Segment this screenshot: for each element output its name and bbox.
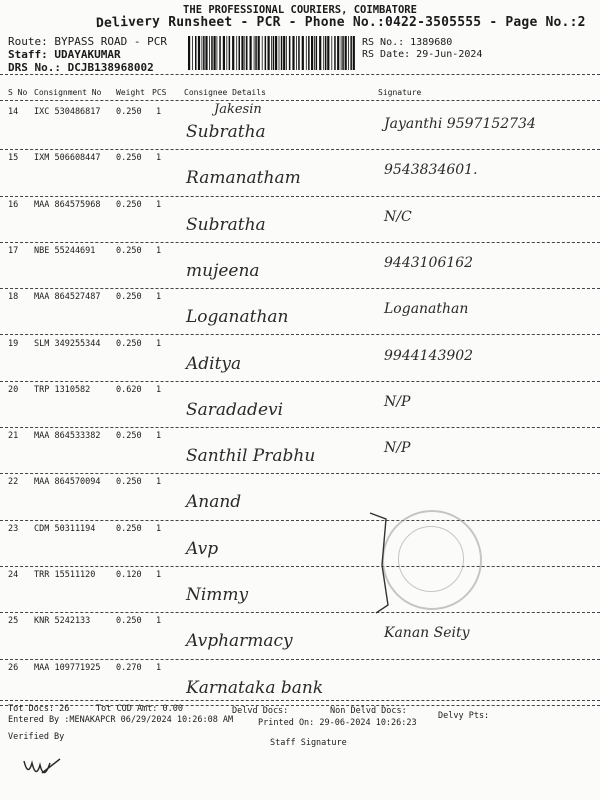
row-sno: 20 [8, 384, 19, 395]
row-sno: 22 [8, 477, 19, 488]
row-divider [0, 705, 600, 706]
row-pcs: 1 [156, 477, 162, 488]
table-row [0, 150, 600, 196]
row-consignee-name: Loganathan [186, 307, 289, 328]
delivery-points: Delvy Pts: [438, 711, 490, 721]
barcode [188, 36, 356, 70]
row-sno: 19 [8, 338, 19, 349]
row-consignee-name: Saradadevi [186, 399, 284, 420]
table-row [0, 104, 600, 150]
row-consignee-name: Santhil Prabhu [186, 446, 316, 467]
row-pcs: 1 [156, 153, 162, 164]
row-weight: 0.250 [116, 477, 142, 488]
row-weight: 0.250 [116, 292, 142, 303]
row-consignment-no: KNR 5242133 [34, 616, 91, 627]
rs-number: RS No.: 1389680 [362, 37, 453, 48]
footer-divider [0, 700, 600, 701]
row-pcs: 1 [156, 292, 162, 303]
column-header-divider [0, 100, 600, 101]
table-row [0, 336, 600, 382]
col-header-weight: Weight [116, 88, 145, 97]
row-consignee-name: Nimmy [186, 585, 249, 605]
title-rest: Runsheet - PCR - Phone No.:0422-3505555 - Page No.:2 [168, 15, 586, 30]
row-pcs: 1 [156, 570, 162, 580]
row-weight: 0.250 [116, 199, 142, 210]
col-header-sno: S No [8, 88, 28, 97]
row-consignee-name: mujeena [186, 260, 260, 281]
row-signature: Kanan Seity [384, 625, 470, 642]
row-signature: Jayanthi 9597152734 [384, 116, 536, 132]
row-weight: 0.250 [116, 431, 142, 442]
table-row [0, 521, 600, 567]
row-consignment-no: TRP 1310582 [34, 384, 91, 395]
drs-number: DRS No.: DCJB138968002 [8, 61, 154, 74]
col-header-signature: Signature [378, 88, 422, 97]
row-weight: 0.120 [116, 570, 142, 580]
table-row [0, 382, 600, 428]
row-consignee-name: Aditya [186, 353, 242, 374]
row-pcs: 1 [156, 199, 162, 210]
rs-date: RS Date: 29-Jun-2024 [362, 49, 483, 60]
signature-bracket [362, 505, 402, 620]
route-label: Route: BYPASS ROAD - PCR [8, 35, 167, 48]
row-consignment-no: IXM 506608447 [34, 153, 101, 164]
row-pcs: 1 [156, 662, 162, 673]
row-consignee-name: Ramanatham [186, 168, 301, 189]
row-weight: 0.620 [116, 384, 142, 395]
company-name: THE PROFESSIONAL COURIERS, COIMBATORE [183, 4, 417, 16]
row-consignment-no: NBE 55244691 [34, 245, 96, 256]
row-sno: 18 [8, 292, 19, 303]
printed-on: Printed On: 29-06-2024 10:26:23 [258, 718, 417, 728]
row-pcs: 1 [156, 338, 162, 349]
row-consignee-name: Avp [186, 538, 219, 559]
row-pcs: 1 [156, 616, 162, 627]
row-consignment-no: TRR 15511120 [34, 570, 96, 580]
row-pcs: 1 [156, 523, 162, 534]
row-consignment-no: MAA 864527487 [34, 292, 101, 303]
col-header-consignee: Consignee Details [184, 88, 266, 97]
row-weight: 0.250 [116, 616, 142, 627]
table-row [0, 243, 600, 289]
row-sno: 14 [8, 107, 19, 117]
verifier-signature-mark [20, 755, 64, 790]
row-consignee-extra: Jakesin [214, 102, 262, 117]
header-divider [0, 74, 600, 75]
entered-by: Entered By :MENAKAPCR 06/29/2024 10:26:08 AM [8, 715, 234, 725]
row-sno: 23 [8, 523, 19, 534]
row-signature: Loganathan [384, 301, 469, 318]
row-consignment-no: MAA 864533382 [34, 431, 101, 442]
row-signature: N/C [384, 208, 412, 225]
row-pcs: 1 [156, 431, 162, 442]
row-consignee-name: Anand [186, 492, 242, 513]
col-header-consignment: Consignment No [34, 88, 102, 97]
total-docs: Tot Docs: 26 [8, 704, 70, 714]
document-title [96, 15, 586, 30]
row-consignee-name: Subratha [186, 214, 266, 235]
row-pcs: 1 [156, 384, 162, 395]
row-sno: 17 [8, 245, 19, 256]
row-signature: N/P [384, 440, 411, 457]
row-sno: 26 [8, 662, 19, 673]
row-pcs: 1 [156, 245, 162, 256]
row-consignee-name: Karnataka bank [186, 677, 324, 698]
row-sno: 16 [8, 199, 19, 210]
row-weight: 0.250 [116, 107, 142, 117]
table-row [0, 428, 600, 474]
table-row [0, 567, 600, 613]
staff-signature-label: Staff Signature [270, 738, 347, 748]
table-row [0, 613, 600, 659]
row-consignee-name: Subratha [186, 122, 266, 142]
row-weight: 0.270 [116, 662, 142, 673]
row-consignee-name: Avpharmacy [186, 631, 293, 652]
verified-by-label: Verified By [8, 732, 65, 742]
staff-label: Staff: UDAYAKUMAR [8, 48, 121, 61]
row-weight: 0.250 [116, 245, 142, 256]
row-consignment-no: SLM 349255344 [34, 338, 101, 349]
row-consignment-no: MAA 864570094 [34, 477, 101, 488]
col-header-pcs: PCS [152, 88, 167, 97]
row-consignment-no: CDM 50311194 [34, 523, 96, 534]
table-row [0, 660, 600, 706]
row-signature: 9443106162 [384, 254, 474, 271]
row-pcs: 1 [156, 107, 162, 117]
row-consignment-no: MAA 109771925 [34, 662, 101, 673]
row-sno: 24 [8, 570, 19, 580]
row-weight: 0.250 [116, 338, 142, 349]
row-signature: 9543834601. [384, 162, 478, 179]
row-consignment-no: MAA 864575968 [34, 199, 101, 210]
table-row [0, 197, 600, 243]
non-delivered-docs: Non Delvd Docs: [330, 706, 407, 716]
row-consignment-no: IXC 530486817 [34, 107, 101, 117]
row-signature: 9944143902 [384, 347, 474, 364]
row-signature: N/P [384, 393, 411, 410]
row-weight: 0.250 [116, 153, 142, 164]
row-sno: 21 [8, 431, 19, 442]
row-weight: 0.250 [116, 523, 142, 534]
table-row [0, 289, 600, 335]
row-sno: 25 [8, 616, 19, 627]
title-delivery: Delivery [95, 13, 161, 32]
row-sno: 15 [8, 153, 19, 164]
table-row [0, 474, 600, 520]
delivered-docs: Delvd Docs: [232, 706, 289, 716]
total-cod-amount: Tot COD Amt: 0.00 [96, 704, 183, 714]
